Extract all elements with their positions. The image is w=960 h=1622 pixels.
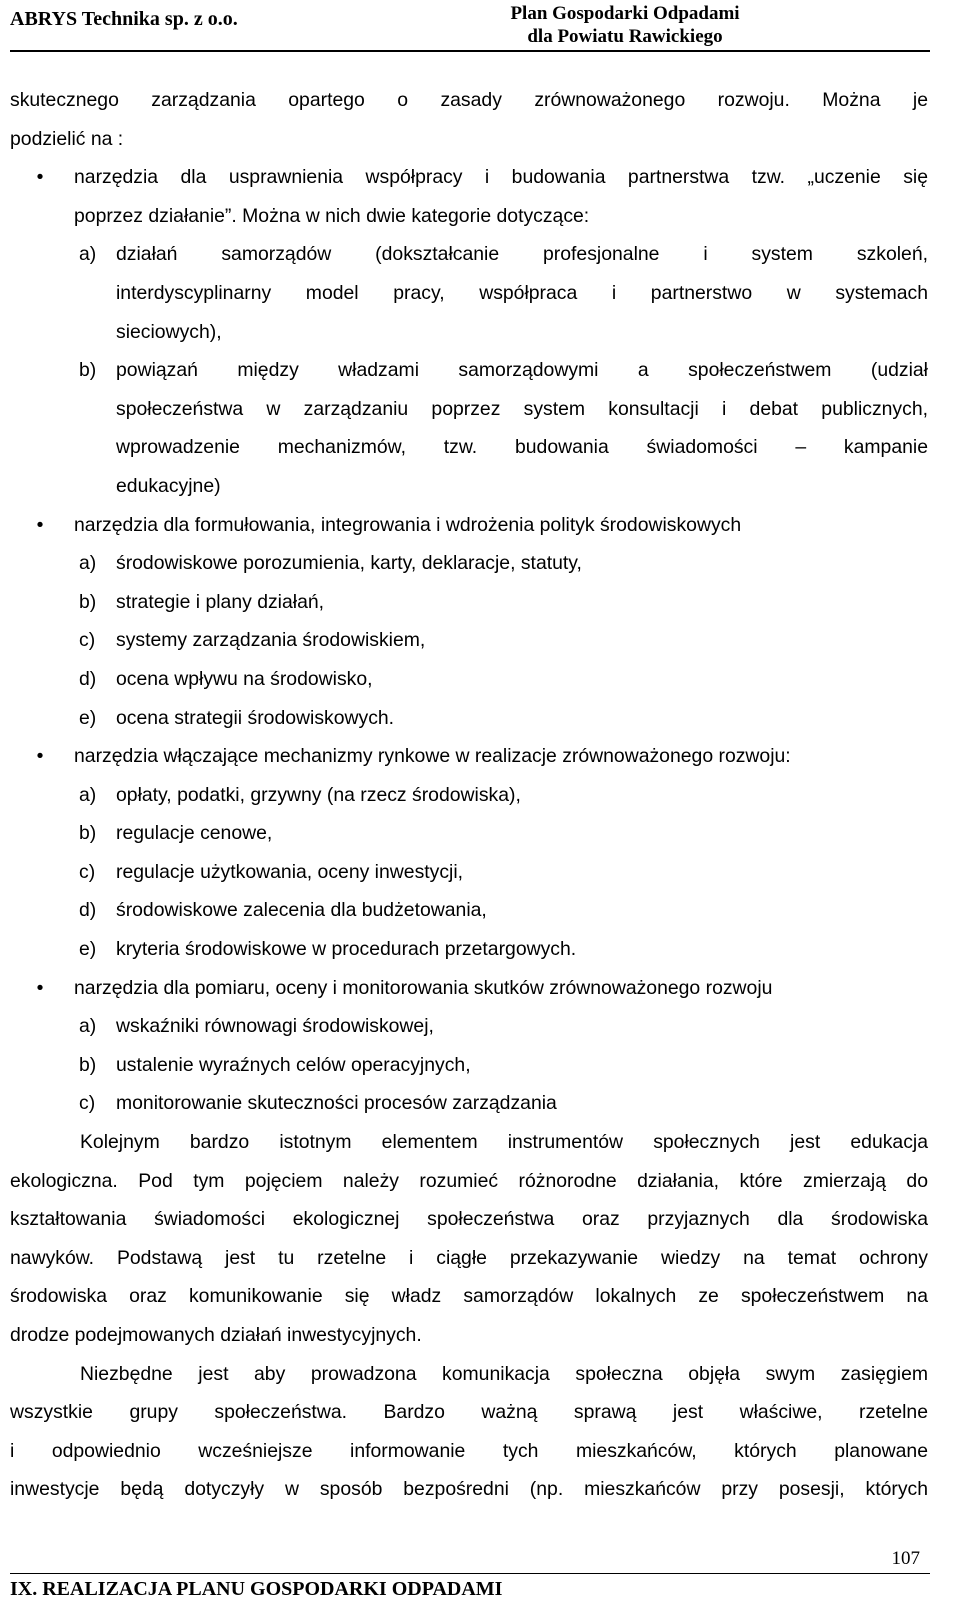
sub-item xyxy=(10,699,928,738)
chapter-title: IX. REALIZACJA PLANU GOSPODARKI ODPADAMI xyxy=(10,1578,503,1600)
intro-line: podzielić na : xyxy=(10,127,124,150)
sub-item xyxy=(10,621,928,660)
sub-letter: a) xyxy=(79,783,97,806)
sub-text: strategie i plany działań, xyxy=(116,590,325,613)
sub-item xyxy=(10,1007,928,1046)
sub-text: ocena wpływu na środowisko, xyxy=(116,667,373,690)
paragraph-line: drodze podejmowanych działań inwestycyjnych. xyxy=(10,1324,422,1346)
document-body xyxy=(10,81,928,1509)
paragraph-line: i odpowiednio wcześniejsze informowanie tych mieszkańców, których planowane xyxy=(10,1439,928,1462)
sub-item xyxy=(10,235,928,351)
paragraph-line: kształtowania świadomości ekologicznej społeczeństwa oraz przyjaznych dla środowiska xyxy=(10,1208,928,1231)
paragraph-line: Niezbędne jest aby prowadzona komunikacja społeczna objęła swym zasięgiem xyxy=(80,1362,928,1385)
sub-item xyxy=(10,776,928,815)
sub-letter: d) xyxy=(79,667,97,690)
sub-item xyxy=(10,853,928,892)
sub-text: opłaty, podatki, grzywny (na rzecz środowiska), xyxy=(116,783,521,806)
sub-item xyxy=(10,351,928,505)
sub-letter: b) xyxy=(79,822,97,845)
bullet-icon: • xyxy=(36,513,44,536)
sub-text: monitorowanie skuteczności procesów zarządzania xyxy=(116,1092,557,1115)
sub-text: interdyscyplinarny model pracy, współpraca i partnerstwo w systemach xyxy=(116,281,928,304)
sub-text: powiązań między władzami samorządowymi a społeczeństwem (udział xyxy=(116,359,928,382)
paragraph-line: Kolejnym bardzo istotnym elementem instrumentów społecznych jest edukacja xyxy=(80,1131,928,1154)
footer-rule xyxy=(10,1573,930,1574)
sub-text: edukacyjne) xyxy=(116,474,221,497)
sub-letter: c) xyxy=(79,629,96,652)
paragraph xyxy=(10,1355,928,1509)
sub-text: ocena strategii środowiskowych. xyxy=(116,706,395,729)
bullet-icon: • xyxy=(36,745,44,768)
intro-line: skutecznego zarządzania opartego o zasady zrównoważonego rozwoju. Można je xyxy=(10,89,928,111)
page-header xyxy=(0,0,960,64)
paragraph-line: nawyków. Podstawą jest tu rzetelne i ciągłe przekazywanie wiedzy na temat ochrony xyxy=(10,1246,928,1269)
sub-letter: c) xyxy=(79,860,96,883)
paragraph-line: środowiska oraz komunikowanie się władz samorządów lokalnych ze społeczeństwem na xyxy=(10,1285,928,1308)
sub-letter: a) xyxy=(79,552,97,575)
paragraph-line: inwestycje będą dotyczyły w sposób bezpośredni (np. mieszkańców przy posesji, których xyxy=(10,1478,928,1501)
sub-item xyxy=(10,1046,928,1085)
sub-text: wprowadzenie mechanizmów, tzw. budowania świadomości – kampanie xyxy=(116,436,928,459)
bullet-text: narzędzia dla pomiaru, oceny i monitorowania skutków zrównoważonego rozwoju xyxy=(74,976,773,999)
bullet-item xyxy=(10,158,928,197)
sub-letter: e) xyxy=(79,706,97,729)
sub-text: społeczeństwa w zarządzaniu poprzez system konsultacji i debat publicznych, xyxy=(116,397,928,420)
paragraph-line: ekologiczna. Pod tym pojęciem należy rozumieć różnorodne działania, które zmierzają do xyxy=(10,1169,928,1192)
bullet-text: narzędzia dla formułowania, integrowania i wdrożenia polityk środowiskowych xyxy=(74,513,742,536)
bullet-text: narzędzia dla usprawnienia współpracy i budowania partnerstwa tzw. „uczenie się xyxy=(74,166,928,189)
bullet-icon: • xyxy=(36,166,44,189)
sub-text: działań samorządów (dokształcanie profesjonalne i system szkoleń, xyxy=(116,243,928,266)
sub-letter: b) xyxy=(79,1053,97,1076)
sub-letter: b) xyxy=(79,590,97,613)
sub-text: kryteria środowiskowe w procedurach przetargowych. xyxy=(116,938,577,961)
plan-title-line2: dla Powiatu Rawickiego xyxy=(527,26,723,47)
sub-letter: d) xyxy=(79,899,97,922)
sub-letter: b) xyxy=(79,359,97,382)
sub-item xyxy=(10,814,928,853)
sub-text: wskaźniki równowagi środowiskowej, xyxy=(116,1015,434,1038)
company-name: ABRYS Technika sp. z o.o. xyxy=(10,8,238,30)
page-number: 107 xyxy=(891,1548,920,1569)
sub-letter: a) xyxy=(79,243,97,266)
bullet-item xyxy=(10,506,928,545)
sub-text: regulacje cenowe, xyxy=(116,822,273,845)
sub-item xyxy=(10,891,928,930)
paragraph-line: wszystkie grupy społeczeństwa. Bardzo ważną sprawą jest właściwe, rzetelne xyxy=(10,1401,928,1424)
sub-letter: e) xyxy=(79,938,97,961)
paragraph xyxy=(10,1123,928,1355)
sub-text: ustalenie wyraźnych celów operacyjnych, xyxy=(116,1053,471,1076)
sub-text: regulacje użytkowania, oceny inwestycji, xyxy=(116,860,464,883)
sub-text: sieciowych), xyxy=(116,320,222,343)
sub-item xyxy=(10,930,928,969)
bullet-item xyxy=(10,737,928,776)
sub-item xyxy=(10,544,928,583)
bullet-text: poprzez działanie”. Można w nich dwie kategorie dotyczące: xyxy=(74,204,590,227)
sub-item xyxy=(10,660,928,699)
sub-text: środowiskowe zalecenia dla budżetowania, xyxy=(116,899,487,922)
sub-item xyxy=(10,583,928,622)
bullet-item xyxy=(10,969,928,1008)
sub-item xyxy=(10,1084,928,1123)
sub-text: systemy zarządzania środowiskiem, xyxy=(116,629,426,652)
plan-title-line1: Plan Gospodarki Odpadami xyxy=(510,3,740,24)
plan-title xyxy=(490,2,760,48)
sub-text: środowiskowe porozumienia, karty, deklaracje, statuty, xyxy=(116,552,582,575)
sub-letter: c) xyxy=(79,1092,96,1115)
header-rule xyxy=(10,50,930,52)
sub-letter: a) xyxy=(79,1015,97,1038)
bullet-text: narzędzia włączające mechanizmy rynkowe w realizacje zrównoważonego rozwoju: xyxy=(74,745,791,768)
bullet-icon: • xyxy=(36,976,44,999)
